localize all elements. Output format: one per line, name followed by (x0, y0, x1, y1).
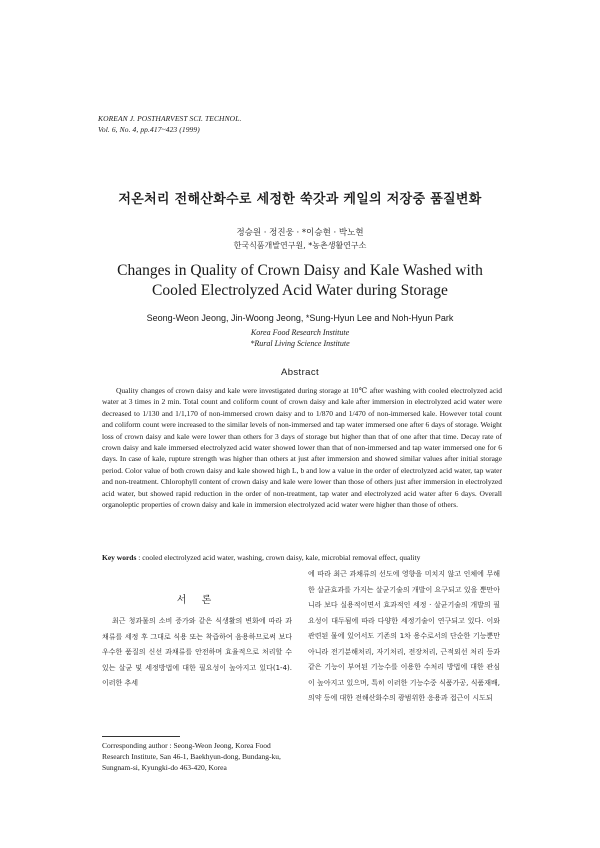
english-authors: Seong-Weon Jeong, Jin-Woong Jeong, *Sung-Hyun Lee and Noh-Hyun Park (146, 313, 454, 323)
corresponding-author-note: Corresponding author : Seong-Weon Jeong, Korea Food Research Institute, San 46-1, Baekhyun-dong, Bundang-ku, Sungnam-si, Kyungki-do 463-420, Korea (102, 741, 281, 772)
english-title (0, 261, 600, 301)
keywords-text: : cooled electrolyzed acid water, washing, crown daisy, kale, microbial removal effect, quality (136, 553, 421, 562)
intro-right-column: 에 따라 최근 과채류의 선도에 영향을 미치지 않고 인체에 무해한 살균효과를 가지는 살균기술의 개발이 요구되고 있을 뿐만아니라 보다 실용적이면서 효과적인 세정 · 살균기술의 개발의 필요성이 대두됨에 따라 다양한 세정기술이 연구되고 있다. 이와 관련된 물에 있어서도 기존의 1차 용수로서의 단순한 기능뿐만 아니라 전기분해처리, 자기처리, 전장처리, 근적외선 처리 등과 같은 기능이 부여된 기능수를 이용한 수처리 방법에 대한 관심이 높아지고 있으며, 특히 이러한 기능수중 식품가공, 식품재배, 의약 등에 대한 전해산화수의 광범위한 응용과 접근이 시도되 (308, 570, 500, 702)
keywords-label: Key words (102, 553, 137, 562)
footnote-divider (102, 736, 180, 737)
journal-name: KOREAN J. POSTHARVEST SCI. TECHNOL. (98, 114, 242, 123)
korean-title: 저온처리 전해산화수로 세정한 쑥갓과 케일의 저장중 품질변화 (118, 192, 482, 207)
keywords (102, 552, 502, 563)
english-title-line-2: Cooled Electrolyzed Acid Water during Storage (152, 282, 448, 299)
affiliation-1: Korea Food Research Institute (250, 328, 350, 337)
journal-header (98, 113, 241, 135)
affiliation-2: *Rural Living Science Institute (250, 339, 350, 348)
english-affiliations (0, 327, 600, 349)
korean-affiliations: 한국식품개발연구원, *농촌생활연구소 (233, 241, 367, 250)
korean-authors: 정승원 · 정진웅 · *이승현 · 박노현 (236, 228, 364, 238)
section-heading-introduction: 서 론 (176, 595, 218, 606)
intro-left-column: 최근 청과물의 소비 증가와 같은 식생활의 변화에 따라 과채류를 세정 후 그대로 식용 또는 착즙하여 음용하므로써 보다 우수한 품질의 신선 과채류를 안전하며 효율적으로 처리할 수 있는 살균 및 세정방법에 대한 필요성이 높아지고 있다(1-4). 이러한 추세 (102, 617, 292, 687)
abstract-heading: Abstract (280, 367, 320, 378)
journal-volume: Vol. 6, No. 4, pp.417~423 (1999) (98, 125, 200, 134)
abstract-text: Quality changes of crown daisy and kale were investigated during storage at 10℃ after washing with cooled electrolyzed acid water at 3 times in 2 min. Total count and coliform count of crown daisy and kale after immersion in electrolyzed acid water were decreased to 1/130 and 1/1,170 of non-immersed crown daisy and to 1/870 and 1/470 of non-immersed kale. However total count and coliform count were increased to the similar levels of non-immersed and tap water immersed one after 6 days of storage. Weight loss of crown daisy and kale were lower than others for 3 days of storage but higher than that of one after that time. Decay rate of crown daisy and kale immersed electrolyzed acid water showed lower than that of non-immersed and tap water immersed one for 6 days. In case of kale, rupture strength was higher than others at just after immersion and showed similar values after initial storage period. Color value of both crown daisy and kale showed high L, b and low a value in the order of electrolyzed acid water, tap water and non-treatment. Chlorophyll content of crown daisy and kale were lower than those of others just after immersion in electrolyzed acid water, but showed rapid reduction in the order of non-treatment, tap water and electrolyzed acid water after 6 days. Overall organoleptic properties of crown daisy and kale in immersion electrolyzed acid water were higher than those of others. (102, 386, 502, 510)
english-title-line-1: Changes in Quality of Crown Daisy and Kale Washed with (117, 262, 483, 279)
